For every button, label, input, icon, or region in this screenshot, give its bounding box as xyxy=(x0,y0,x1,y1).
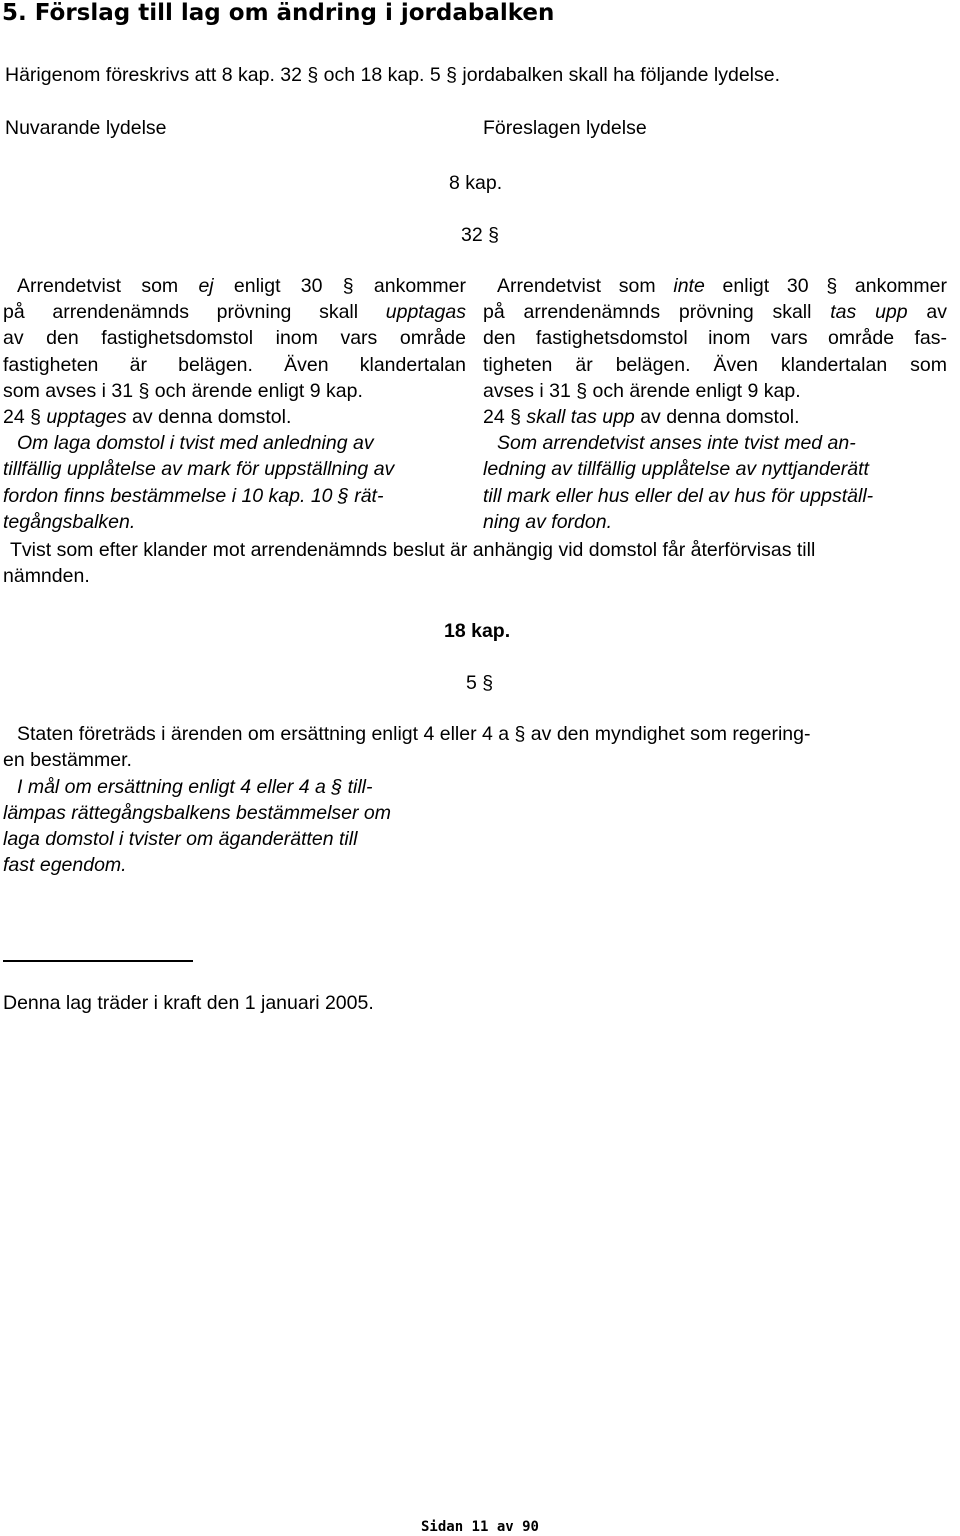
proposed-line-3: den fastighetsdomstol inom vars område fas- xyxy=(483,327,947,350)
column-header-current: Nuvarande lydelse xyxy=(5,117,167,139)
mal-paragraph-line-4: fast egendom. xyxy=(3,854,127,876)
staten-paragraph-line-1: Staten företräds i ärenden om ersättning enligt 4 eller 4 a § av den myndighet som regering- xyxy=(17,723,811,745)
chapter-18-heading: 18 kap. xyxy=(444,620,511,642)
current-line-7: Om laga domstol i tvist med anledning av xyxy=(17,432,374,455)
page-heading: 5. Förslag till lag om ändring i jordabalken xyxy=(2,0,555,26)
staten-paragraph-line-2: en bestämmer. xyxy=(3,749,132,771)
mal-paragraph-line-3: laga domstol i tvister om äganderätten till xyxy=(3,828,358,850)
current-line-8: tillfällig upplåtelse av mark för uppställning av xyxy=(3,458,395,481)
proposed-line-4: tigheten är belägen. Även klandertalan som xyxy=(483,353,947,376)
current-line-1: Arrendetvist som ej enligt 30 § ankommer xyxy=(17,275,466,297)
proposed-line-9: till mark eller hus eller del av hus för uppställ- xyxy=(483,484,874,507)
proposed-line-8: ledning av tillfällig upplåtelse av nyttjanderätt xyxy=(483,458,869,481)
current-line-5: som avses i 31 § och ärende enligt 9 kap. xyxy=(3,379,363,402)
chapter-8-heading: 8 kap. xyxy=(449,172,503,194)
mal-paragraph-line-2: lämpas rättegångsbalkens bestämmelser om xyxy=(3,802,392,824)
current-line-4: fastigheten är belägen. Även klandertalan xyxy=(3,353,466,376)
tvist-paragraph-line-2: nämnden. xyxy=(3,565,90,587)
tvist-paragraph-line-1: Tvist som efter klander mot arrendenämnds beslut är anhängig vid domstol får återförvisas till xyxy=(10,539,816,561)
proposed-line-2: på arrendenämnds prövning skall tas upp av xyxy=(483,301,947,324)
proposed-line-6: 24 § skall tas upp av denna domstol. xyxy=(483,406,800,429)
mal-paragraph-line-1: I mål om ersättning enligt 4 eller 4 a § till- xyxy=(17,776,373,798)
current-line-2: på arrendenämnds prövning skall upptagas xyxy=(3,301,466,324)
section-32-heading: 32 § xyxy=(461,224,499,246)
proposed-line-7: Som arrendetvist anses inte tvist med an- xyxy=(497,432,856,455)
current-wording-column xyxy=(3,273,466,535)
intro-text: Härigenom föreskrivs att 8 kap. 32 § och 18 kap. 5 § jordabalken skall ha följande lydelse. xyxy=(5,64,781,86)
proposed-line-1: Arrendetvist som inte enligt 30 § ankommer xyxy=(497,275,948,297)
entry-into-force-text: Denna lag träder i kraft den 1 januari 2005. xyxy=(3,992,374,1014)
current-line-9: fordon finns bestämmelse i 10 kap. 10 § rät- xyxy=(3,484,384,507)
proposed-line-10: ning av fordon. xyxy=(483,510,613,533)
current-line-10: tegångsbalken. xyxy=(3,510,136,533)
column-header-proposed: Föreslagen lydelse xyxy=(483,117,647,139)
proposed-line-5: avses i 31 § och ärende enligt 9 kap. xyxy=(483,379,801,402)
page-footer: Sidan 11 av 90 xyxy=(420,1519,539,1535)
section-5-heading: 5 § xyxy=(466,672,494,694)
proposed-wording-column xyxy=(483,273,947,535)
current-line-6: 24 § upptages av denna domstol. xyxy=(3,406,292,429)
separator-rule xyxy=(3,960,193,962)
current-line-3: av den fastighetsdomstol inom vars område xyxy=(3,327,466,350)
